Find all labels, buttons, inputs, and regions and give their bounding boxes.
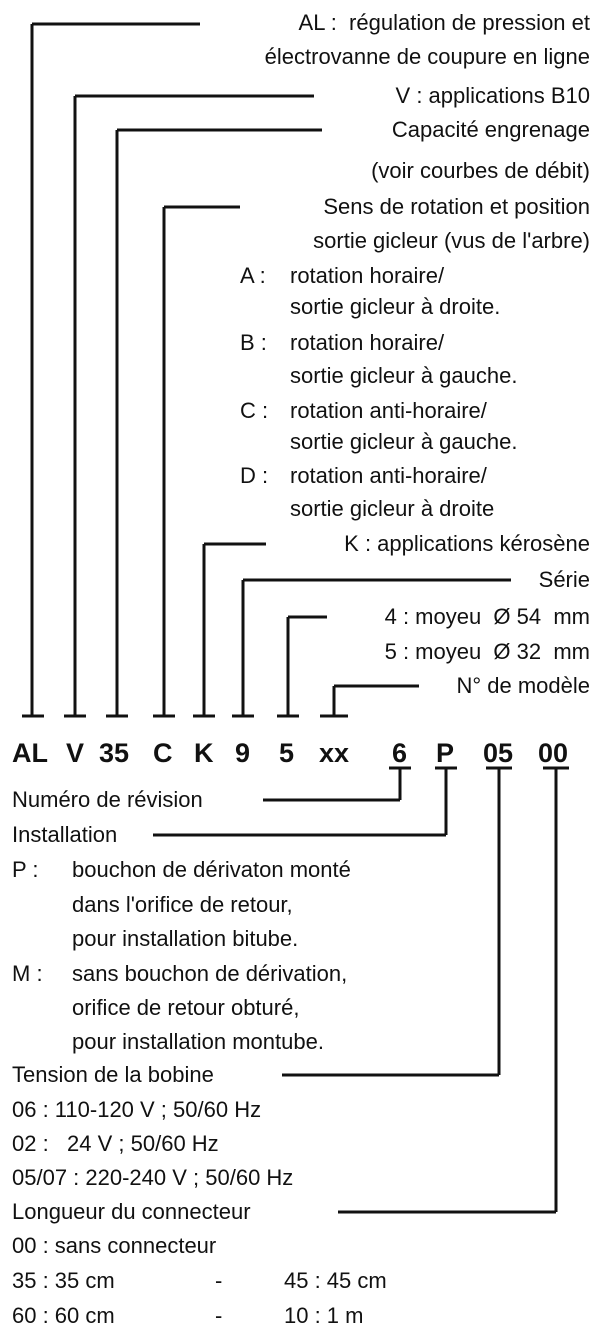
tension-option: 02 : 24 V ; 50/60 Hz	[12, 1131, 219, 1156]
code-moyeu: 5	[279, 738, 295, 768]
code-revision: 6	[392, 738, 408, 768]
connecteur-option: 35 : 35 cm	[12, 1268, 115, 1293]
connecteur-option: 10 : 1 m	[284, 1303, 364, 1328]
code-rotation: C	[153, 738, 173, 768]
rotation-option-key: A :	[240, 263, 266, 288]
connecteur-label: Longueur du connecteur	[12, 1199, 251, 1224]
installation-option-line: pour installation montube.	[72, 1029, 324, 1054]
rotation-option-line1: rotation horaire/	[290, 263, 445, 288]
installation-option-line: bouchon de dérivaton monté	[72, 857, 351, 882]
installation-option-key: M :	[12, 961, 43, 986]
k-label: K : applications kérosène	[344, 531, 590, 556]
rotation-option-key: B :	[240, 330, 267, 355]
installation-option-key: P :	[12, 857, 39, 882]
rotation-option-line2: sortie gicleur à gauche.	[290, 363, 518, 388]
moyeu-label-line1: 4 : moyeu Ø 54 mm	[384, 604, 590, 629]
installation-option-line: sans bouchon de dérivation,	[72, 961, 348, 986]
connecteur-option: 00 : sans connecteur	[12, 1233, 217, 1258]
modele-label: N° de modèle	[456, 673, 590, 698]
al-label-line2: électrovanne de coupure en ligne	[264, 44, 590, 69]
connecteur-option: 60 : 60 cm	[12, 1303, 115, 1328]
capacite-label-line1: Capacité engrenage	[391, 117, 590, 142]
tension-option: 06 : 110-120 V ; 50/60 Hz	[12, 1097, 262, 1122]
code-connecteur: 00	[538, 738, 569, 768]
separator: -	[215, 1303, 223, 1328]
separator: -	[215, 1268, 223, 1293]
code-v: V	[66, 738, 85, 768]
rotation-title-line2: sortie gicleur (vus de l'arbre)	[313, 228, 590, 253]
revision-label: Numéro de révision	[12, 787, 203, 812]
rotation-option-line2: sortie gicleur à gauche.	[290, 429, 518, 454]
code-capacite: 35	[99, 738, 130, 768]
installation-option-line: orifice de retour obturé,	[72, 995, 300, 1020]
rotation-option-line2: sortie gicleur à droite.	[290, 294, 501, 319]
tension-label: Tension de la bobine	[12, 1062, 214, 1087]
serie-label: Série	[538, 567, 590, 592]
code-installation: P	[436, 738, 455, 768]
code-modele: xx	[319, 738, 350, 768]
rotation-option-key: D :	[240, 463, 269, 488]
installation-label: Installation	[12, 822, 118, 847]
v-label: V : applications B10	[395, 83, 590, 108]
code-al: AL	[12, 738, 48, 768]
tension-option: 05/07 : 220-240 V ; 50/60 Hz	[12, 1165, 294, 1190]
rotation-option-line1: rotation horaire/	[290, 330, 445, 355]
rotation-option-line2: sortie gicleur à droite	[290, 496, 495, 521]
rotation-option-line1: rotation anti-horaire/	[290, 398, 487, 423]
code-tension: 05	[483, 738, 514, 768]
rotation-option-line1: rotation anti-horaire/	[290, 463, 487, 488]
rotation-title-line1: Sens de rotation et position	[323, 194, 590, 219]
installation-option-line: dans l'orifice de retour,	[72, 892, 293, 917]
rotation-option-key: C :	[240, 398, 269, 423]
installation-option-line: pour installation bitube.	[72, 926, 299, 951]
code-k: K	[194, 738, 214, 768]
code-serie: 9	[235, 738, 251, 768]
capacite-label-line2: (voir courbes de débit)	[371, 158, 590, 183]
connecteur-option: 45 : 45 cm	[284, 1268, 387, 1293]
moyeu-label-line2: 5 : moyeu Ø 32 mm	[384, 639, 590, 664]
al-label-line1: AL : régulation de pression et	[298, 10, 590, 35]
